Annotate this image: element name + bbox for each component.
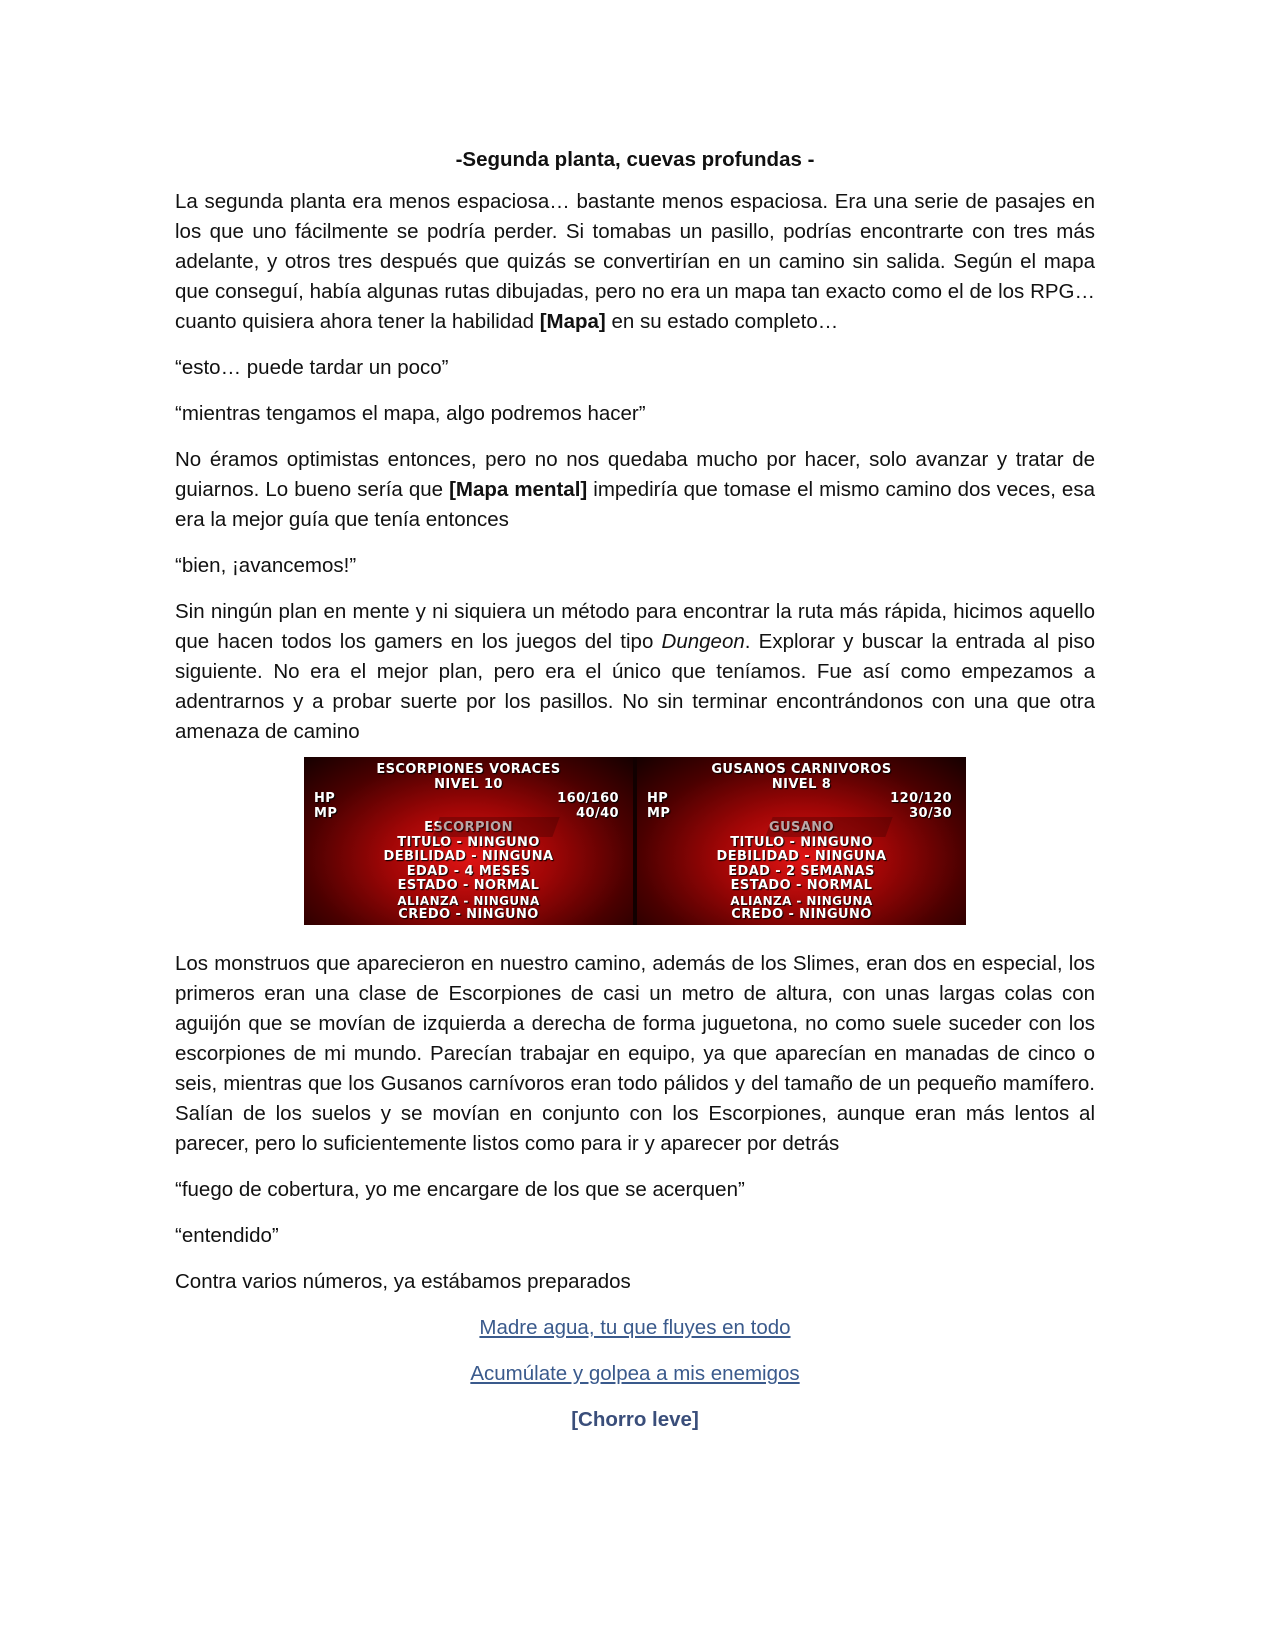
stats-panel-worm — [637, 757, 966, 925]
race: GUSANO — [769, 820, 834, 835]
race: ESCORPION — [424, 820, 513, 835]
skill-mapa-mental: [Mapa mental] — [449, 478, 588, 501]
dialogue-3: “bien, ¡avancemos!” — [175, 554, 357, 577]
hp-row — [304, 792, 633, 807]
paragraph-3 — [175, 597, 1095, 747]
alliance-stat: ALIANZA - NINGUNA — [397, 893, 540, 908]
mp-value: 30/30 — [909, 805, 952, 821]
skill-mapa: [Mapa] — [539, 310, 606, 333]
stats-panel-scorpion — [304, 757, 633, 925]
weakness-stat: DEBILIDAD - NINGUNA — [716, 849, 887, 864]
hp-value: 120/120 — [890, 791, 952, 806]
paragraph-1-text-c: en su estado completo… — [605, 310, 839, 333]
hp-value: 160/160 — [557, 791, 619, 806]
paragraph-2-text-c: impediría que tomase el mismo camino dos veces, esa era la mejor guía que tenía entonces — [175, 478, 1095, 531]
paragraph-5: Contra varios números, ya estábamos preparados — [175, 1270, 631, 1293]
hp-label: HP — [647, 791, 669, 806]
paragraph-1-text-a: La segunda planta era menos espaciosa… bastante menos espaciosa. Era una serie de pasajes en los que uno fácilmente se podría perder. Si tomabas un pasillo, podrías encontrarte con tres más adelante, y otros tres después que quizás se convertirían en un camino sin salida. Según el mapa que conseguí, había algunas rutas dibujadas, pero no era un mapa tan exacto como el de los RPG… cuanto quisiera ahora tener la habilidad — [175, 190, 1095, 333]
monster-level: NIVEL 10 — [434, 776, 503, 792]
monster-name: ESCORPIONES VORACES — [376, 762, 561, 777]
monster-stats-image — [304, 757, 966, 925]
mp-value: 40/40 — [576, 805, 619, 821]
mp-label: MP — [647, 805, 671, 821]
paragraph-1 — [175, 187, 1095, 337]
alliance-stat: ALIANZA - NINGUNA — [730, 893, 873, 908]
dungeon-term: Dungeon — [661, 630, 745, 653]
monster-name: GUSANOS CARNIVOROS — [711, 762, 892, 777]
dialogue-5: “entendido” — [175, 1224, 279, 1247]
age-stat: EDAD - 4 MESES — [406, 863, 531, 879]
title-stat: TITULO - NINGUNO — [397, 834, 540, 850]
status-stat: ESTADO - NORMAL — [397, 878, 540, 893]
creed-stat: CREDO - NINGUNO — [398, 907, 539, 922]
weakness-stat: DEBILIDAD - NINGUNA — [383, 849, 554, 864]
monster-level: NIVEL 8 — [771, 776, 832, 792]
watermark-shape — [432, 817, 559, 837]
chant-line-2-container — [175, 1359, 1095, 1389]
paragraph-3-text-c: . Explorar y buscar la entrada al piso siguiente. No era el mejor plan, pero era el único que teníamos. Fue así como empezamos a adentrarnos y a probar suerte por los pasillos. No sin terminar encontrándonos con una que otra amenaza de camino — [175, 630, 1095, 743]
dialogue-1: “esto… puede tardar un poco” — [175, 356, 449, 379]
age-stat: EDAD - 2 SEMANAS — [728, 863, 875, 879]
watermark-shape — [765, 817, 892, 837]
title-stat: TITULO - NINGUNO — [730, 834, 873, 850]
hp-label: HP — [314, 791, 336, 806]
paragraph-4: Los monstruos que aparecieron en nuestro camino, además de los Slimes, eran dos en especial, los primeros eran una clase de Escorpiones de casi un metro de altura, con unas largas colas con aguijón que se movían de izquierda a derecha de forma juguetona, no como suele suceder con los escorpiones de mi mundo. Parecían trabajar en equipo, ya que aparecían en manadas de cinco o seis, mientras que los Gusanos carnívoros eran todo pálidos y del tamaño de un pequeño mamífero. Salían de los suelos y se movían en conjunto con los Escorpiones, aunque eran más lentos al parecer, pero lo suficientemente listos como para ir y aparecer por detrás — [175, 952, 1095, 1155]
chapter-title: -Segunda planta, cuevas profundas - — [455, 148, 815, 171]
chant-line-1-container — [175, 1313, 1095, 1343]
chant-line-2-link[interactable]: Acumúlate y golpea a mis enemigos — [470, 1362, 800, 1385]
spell-name: [Chorro leve] — [571, 1408, 699, 1431]
mp-label: MP — [314, 805, 338, 821]
paragraph-2 — [175, 445, 1095, 535]
chant-line-1-link[interactable]: Madre agua, tu que fluyes en todo — [479, 1316, 791, 1339]
creed-stat: CREDO - NINGUNO — [731, 907, 872, 922]
hp-row — [637, 792, 966, 807]
dialogue-2: “mientras tengamos el mapa, algo podremos hacer” — [175, 402, 646, 425]
paragraph-3-text-a: Sin ningún plan en mente y ni siquiera un método para encontrar la ruta más rápida, hicimos aquello que hacen todos los gamers en los juegos del tipo — [175, 600, 1095, 653]
paragraph-2-text-a: No éramos optimistas entonces, pero no nos quedaba mucho por hacer, solo avanzar y tratar de guiarnos. Lo bueno sería que — [175, 448, 1095, 501]
page-content — [175, 145, 1095, 1451]
status-stat: ESTADO - NORMAL — [730, 878, 873, 893]
dialogue-4: “fuego de cobertura, yo me encargare de los que se acerquen” — [175, 1178, 745, 1201]
